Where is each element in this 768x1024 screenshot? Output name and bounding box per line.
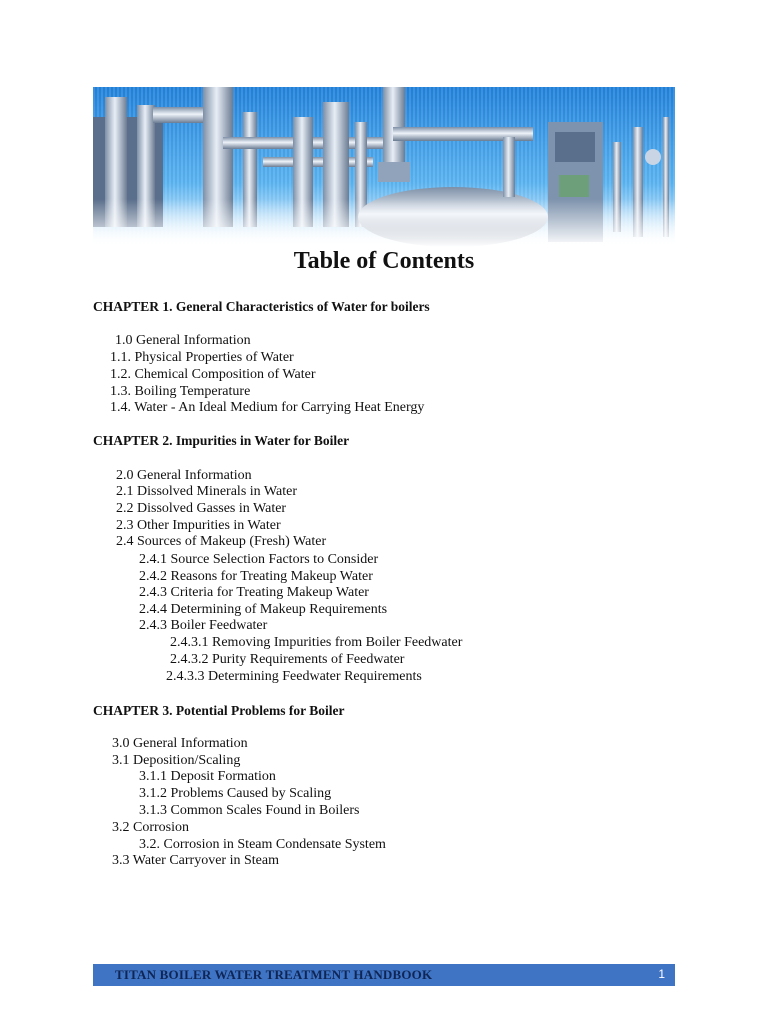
toc-entry: 3.3 Water Carryover in Steam	[112, 853, 279, 868]
footer-title: TITAN BOILER WATER TREATMENT HANDBOOK	[115, 967, 433, 982]
toc-entry: 3.0 General Information	[112, 736, 248, 751]
toc-entry: 3.1.3 Common Scales Found in Boilers	[139, 803, 360, 818]
toc-entry: 3.1 Deposition/Scaling	[112, 753, 241, 768]
chapter-2-heading: CHAPTER 2. Impurities in Water for Boiler	[93, 433, 350, 448]
page-title: Table of Contents	[293, 248, 475, 274]
toc-entry: 1.3. Boiling Temperature	[110, 384, 251, 399]
chapter-3-heading: CHAPTER 3. Potential Problems for Boiler	[93, 703, 345, 718]
toc-entry: 1.2. Chemical Composition of Water	[110, 367, 316, 382]
toc-entry: 2.2 Dissolved Gasses in Water	[116, 501, 287, 516]
page-number: 1	[658, 967, 665, 981]
toc-entry: 2.0 General Information	[116, 468, 252, 483]
toc-entry: 3.2. Corrosion in Steam Condensate System	[139, 837, 386, 852]
toc-entry: 2.4.1 Source Selection Factors to Consider	[139, 552, 379, 567]
toc-entry: 2.4.3.2 Purity Requirements of Feedwater	[170, 652, 405, 667]
toc-entry: 2.4.3.1 Removing Impurities from Boiler Feedwater	[170, 635, 463, 650]
toc-entry: 2.4.3 Criteria for Treating Makeup Water	[139, 585, 369, 600]
toc-entry: 2.4.3.3 Determining Feedwater Requirements	[166, 669, 422, 684]
toc-entry: 2.3 Other Impurities in Water	[116, 518, 281, 533]
toc-entry: 2.4.3 Boiler Feedwater	[139, 618, 268, 633]
chapter-1-heading: CHAPTER 1. General Characteristics of Water for boilers	[93, 299, 430, 314]
toc-entry: 3.2 Corrosion	[112, 820, 189, 835]
toc-entry: 1.0 General Information	[115, 333, 251, 348]
toc-entry: 3.1.1 Deposit Formation	[139, 769, 276, 784]
footer-bar	[93, 964, 675, 986]
toc-entry: 1.4. Water - An Ideal Medium for Carrying Heat Energy	[110, 400, 425, 415]
toc-entry: 2.4.4 Determining of Makeup Requirements	[139, 602, 388, 617]
toc-entry: 2.4 Sources of Makeup (Fresh) Water	[116, 534, 327, 549]
toc-entry: 1.1. Physical Properties of Water	[110, 350, 294, 365]
toc-entry: 2.1 Dissolved Minerals in Water	[116, 484, 297, 499]
toc-entry: 2.4.2 Reasons for Treating Makeup Water	[139, 569, 373, 584]
toc-entry: 3.1.2 Problems Caused by Scaling	[139, 786, 332, 801]
